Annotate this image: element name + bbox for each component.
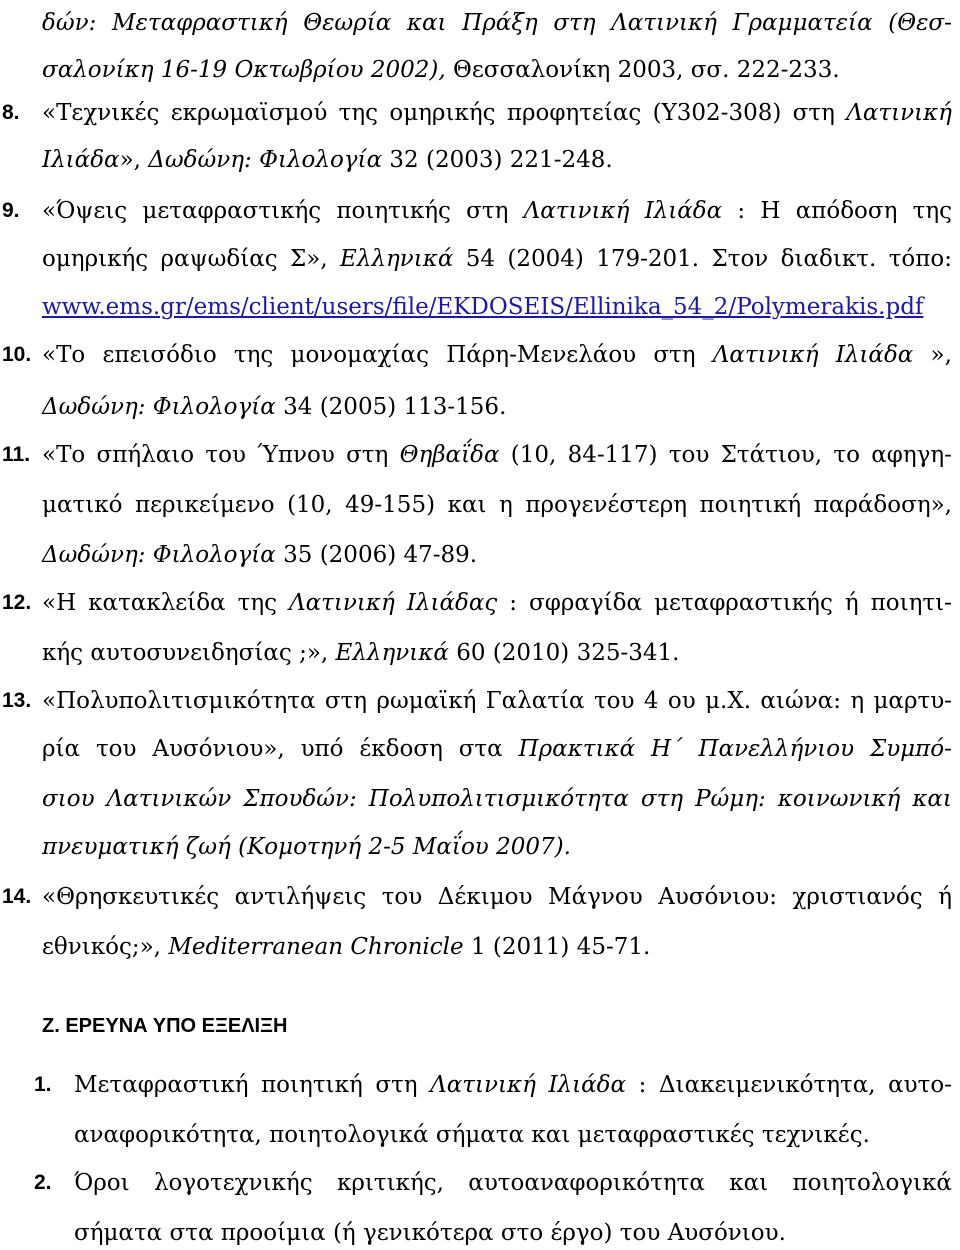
text-word: «Θρησκευτικές [42, 884, 220, 910]
text-word: Συμπό- [869, 736, 952, 762]
text-word: στη [375, 1072, 418, 1098]
text-line [74, 1120, 870, 1150]
text-line [42, 98, 952, 128]
text-word: μ.Χ. [705, 688, 752, 714]
text-word: Αυσόνιου: [658, 884, 777, 910]
text-word: ρία [42, 736, 81, 762]
text-word: αυτο- [888, 1072, 952, 1098]
text-word: : [509, 590, 518, 616]
text-line [74, 1070, 952, 1100]
text-word: Πράξη [462, 10, 538, 36]
text-line [42, 340, 952, 370]
text-line [42, 145, 613, 175]
text-line [42, 292, 952, 322]
text-word: του [95, 736, 137, 762]
text-word: χριστιανός [792, 884, 923, 910]
italic-text: Δωδώνη: Φιλολογία [42, 542, 276, 568]
text-word: ραψωδίας [160, 246, 278, 272]
text-line [42, 588, 952, 618]
text-word: «Το [42, 342, 86, 368]
text-word: το [833, 442, 860, 468]
text-run: », [119, 147, 149, 173]
text-word: ματικό [42, 492, 123, 518]
section-heading: Ζ. ΕΡΕΥΝΑ ΥΠΟ ΕΞΕΛΙΞΗ [42, 1015, 288, 1037]
text-word: ου [667, 688, 696, 714]
text-word: Ιλιάδα [548, 1072, 627, 1098]
text-line [42, 244, 952, 274]
text-word: «Το [42, 442, 86, 468]
italic-text: Ελληνικά [335, 640, 449, 666]
italic-text: Δωδώνη: Φιλολογία [42, 394, 276, 420]
text-line [42, 8, 952, 38]
text-word: στη [346, 442, 389, 468]
text-word: Ρώμη: [695, 786, 766, 812]
text-word: Λατινική [430, 1072, 536, 1098]
text-word: στη [653, 342, 696, 368]
text-word: ρωμαϊκή [376, 688, 477, 714]
text-word: : [737, 198, 746, 224]
text-word: 179-201. [596, 246, 700, 272]
item-number: 14. [2, 885, 32, 908]
text-word: Δέκιμου [437, 884, 533, 910]
text-word: Μεταφραστική [111, 10, 288, 36]
text-word: 54 [465, 246, 495, 272]
text-word: (Y302-308) [652, 100, 782, 126]
text-word: δών: [42, 10, 97, 36]
text-line [42, 490, 952, 520]
text-word: του [668, 442, 710, 468]
text-run: κής αυτοσυνειδησίας ;», [42, 640, 336, 666]
text-word: στη [792, 100, 835, 126]
text-word: : [638, 1072, 647, 1098]
text-word: Λατινική [289, 590, 395, 616]
text-word: έκδοση [359, 736, 443, 762]
text-word: η [499, 492, 513, 518]
text-word: λογοτεχνικής [153, 1170, 313, 1196]
text-line [42, 882, 952, 912]
text-word: Σπουδών: [243, 786, 357, 812]
text-word: αιώνα: [760, 688, 841, 714]
text-word: Ιλιάδα [644, 198, 723, 224]
text-word: σπήλαιο [96, 442, 195, 468]
text-word: μεταφραστικής [142, 198, 322, 224]
text-word: Σ», [290, 246, 328, 272]
text-run: 34 (2005) 113-156. [275, 394, 507, 420]
text-word: ποιητική [261, 1072, 363, 1098]
text-word: Πολυπολιτισμικότητα [368, 786, 629, 812]
text-word: κριτικής, [336, 1170, 444, 1196]
text-word: «Πολυπολιτισμικότητα [42, 688, 316, 714]
item-number: 9. [2, 199, 20, 222]
text-word: και [912, 786, 952, 812]
text-word: αυτοαναφορικότητα [468, 1170, 705, 1196]
item-number: 8. [2, 101, 20, 124]
text-word: προγενέστερη [525, 492, 688, 518]
text-word: Διακειμενικότητα, [658, 1072, 876, 1098]
text-word: του [593, 688, 635, 714]
text-word: στα [458, 736, 503, 762]
text-word: Θεωρία [303, 10, 392, 36]
text-word: σφραγίδα [529, 590, 643, 616]
text-word: Ιλιάδα [835, 342, 914, 368]
text-word: παράδοση», [813, 492, 952, 518]
text-word: Μάγνου [548, 884, 643, 910]
text-word: τόπο: [888, 246, 952, 272]
italic-text: σαλονίκη 16-19 Οκτωβρίου 2002), [42, 57, 446, 83]
text-word: Λατινική [712, 342, 819, 368]
text-word: η [850, 688, 865, 714]
text-word: αντιλήψεις [234, 884, 367, 910]
text-word: Λατινική [523, 198, 630, 224]
text-word: 49-155) [345, 492, 436, 518]
text-word: στη [324, 688, 368, 714]
text-word: 4 [643, 688, 659, 714]
text-run: Θεσσαλονίκη 2003, σσ. 222-233. [445, 57, 840, 83]
text-word: του [381, 884, 423, 910]
text-word: Λατινική [846, 100, 952, 126]
text-word: περικείμενο [134, 492, 275, 518]
text-word: ποιητικής [336, 198, 451, 224]
text-word: (10, [510, 442, 557, 468]
text-word: (2004) [507, 246, 584, 272]
text-word: Λατινικών [106, 786, 232, 812]
text-word: Μεταφραστική [74, 1072, 249, 1098]
text-line [42, 440, 952, 470]
text-word: Γραμματεία [732, 10, 873, 36]
text-word: στη [640, 786, 684, 812]
text-word: κοινωνική [777, 786, 901, 812]
text-word: επεισόδιο [102, 342, 217, 368]
text-word: υπό [300, 736, 344, 762]
text-word: (Θεσ- [888, 10, 952, 36]
text-word: (10, [287, 492, 333, 518]
text-line [42, 686, 952, 716]
text-word: ομηρικής [42, 246, 149, 272]
text-line [42, 932, 650, 962]
text-word: Πρακτικά [518, 736, 636, 762]
text-word: Ύπνου [257, 442, 335, 468]
text-word: «Τεχνικές [42, 100, 160, 126]
item-number: 10. [2, 343, 32, 366]
text-word: Αυσόνιου», [152, 736, 285, 762]
italic-text: Ιλιάδα [42, 147, 120, 173]
text-word: Στάτιου, [720, 442, 823, 468]
text-word: ή [844, 590, 859, 616]
text-word: ποιητική [699, 492, 802, 518]
text-run: 32 (2003) 221-248. [382, 147, 613, 173]
text-word: στη [466, 198, 509, 224]
item-number: 13. [2, 689, 32, 712]
text-word: Θηβαΐδα [399, 442, 500, 468]
text-word: στη [553, 10, 596, 36]
text-word: Πάρη-Μενελάου [446, 342, 637, 368]
text-word: Λατινική [611, 10, 717, 36]
text-word: μονομαχίας [290, 342, 429, 368]
text-word: αφηγη- [871, 442, 952, 468]
text-run: 1 (2011) 45-71. [463, 934, 651, 960]
text-word: », [930, 342, 952, 368]
text-word: Η΄ [650, 736, 683, 762]
text-word: «Όψεις [42, 198, 128, 224]
text-word: της [338, 100, 379, 126]
text-line [74, 1168, 952, 1198]
text-word: και [447, 492, 487, 518]
text-word: μεταφραστικής [654, 590, 833, 616]
text-word: Η [760, 198, 781, 224]
text-word: προφητείας [506, 100, 642, 126]
text-run: εθνικός;», [42, 934, 169, 960]
text-run: 35 (2006) 47-89. [275, 542, 478, 568]
text-line [42, 540, 477, 570]
url-link[interactable]: www.ems.gr/ems/client/users/file/EKDOSEIS/Ellinika_54_2/Polymerakis.pdf [42, 294, 924, 320]
italic-text: πνευματική ζωή (Κομοτηνή 2-5 Μαΐου 2007). [42, 834, 571, 860]
text-word: Πανελλήνιου [698, 736, 855, 762]
text-word: Ιλιάδας [406, 590, 498, 616]
item-number: 2. [34, 1171, 52, 1194]
text-word: εκρωμαϊσμού [170, 100, 328, 126]
text-word: απόδοση [795, 198, 898, 224]
text-run: αναφορικότητα, ποιητολογικά σήματα και μεταφραστικές τεχνικές. [74, 1122, 870, 1148]
text-line [42, 832, 571, 862]
italic-text: Mediterranean Chronicle [168, 934, 464, 960]
text-word: και [729, 1170, 769, 1196]
text-line [42, 196, 952, 226]
item-number: 1. [34, 1073, 52, 1096]
item-number: 11. [2, 443, 31, 466]
text-word: ή [938, 884, 952, 910]
text-word: Γαλατία [485, 688, 585, 714]
text-word: σιου [42, 786, 95, 812]
italic-text: Δωδώνη: Φιλολογία [148, 147, 383, 173]
text-word: και [406, 10, 447, 36]
text-line [42, 55, 840, 85]
text-word: διαδικτ. [780, 246, 877, 272]
text-word: της [237, 590, 277, 616]
text-word: ποιητι- [870, 590, 952, 616]
text-line [42, 392, 506, 422]
text-run: σήματα στα προοίμια (ή γενικότερα στο έργο) του Αυσόνιου. [74, 1220, 786, 1246]
text-word: της [912, 198, 952, 224]
text-word: ποιητολογικά [792, 1170, 952, 1196]
text-word: μαρτυ- [873, 688, 952, 714]
text-word: Στον [711, 246, 769, 272]
text-word: κατακλείδα [88, 590, 226, 616]
text-word: «Η [42, 590, 77, 616]
text-word: της [233, 342, 274, 368]
item-number: 12. [2, 591, 32, 614]
text-word: ομηρικής [389, 100, 496, 126]
text-line [42, 638, 679, 668]
text-word: του [205, 442, 246, 468]
text-line [74, 1218, 786, 1248]
text-word: Όροι [74, 1170, 130, 1196]
text-word: Ελληνικά [340, 246, 454, 272]
text-line [42, 784, 952, 814]
text-run: 60 (2010) 325-341. [448, 640, 680, 666]
text-word: 84-117) [567, 442, 658, 468]
text-line [42, 734, 952, 764]
